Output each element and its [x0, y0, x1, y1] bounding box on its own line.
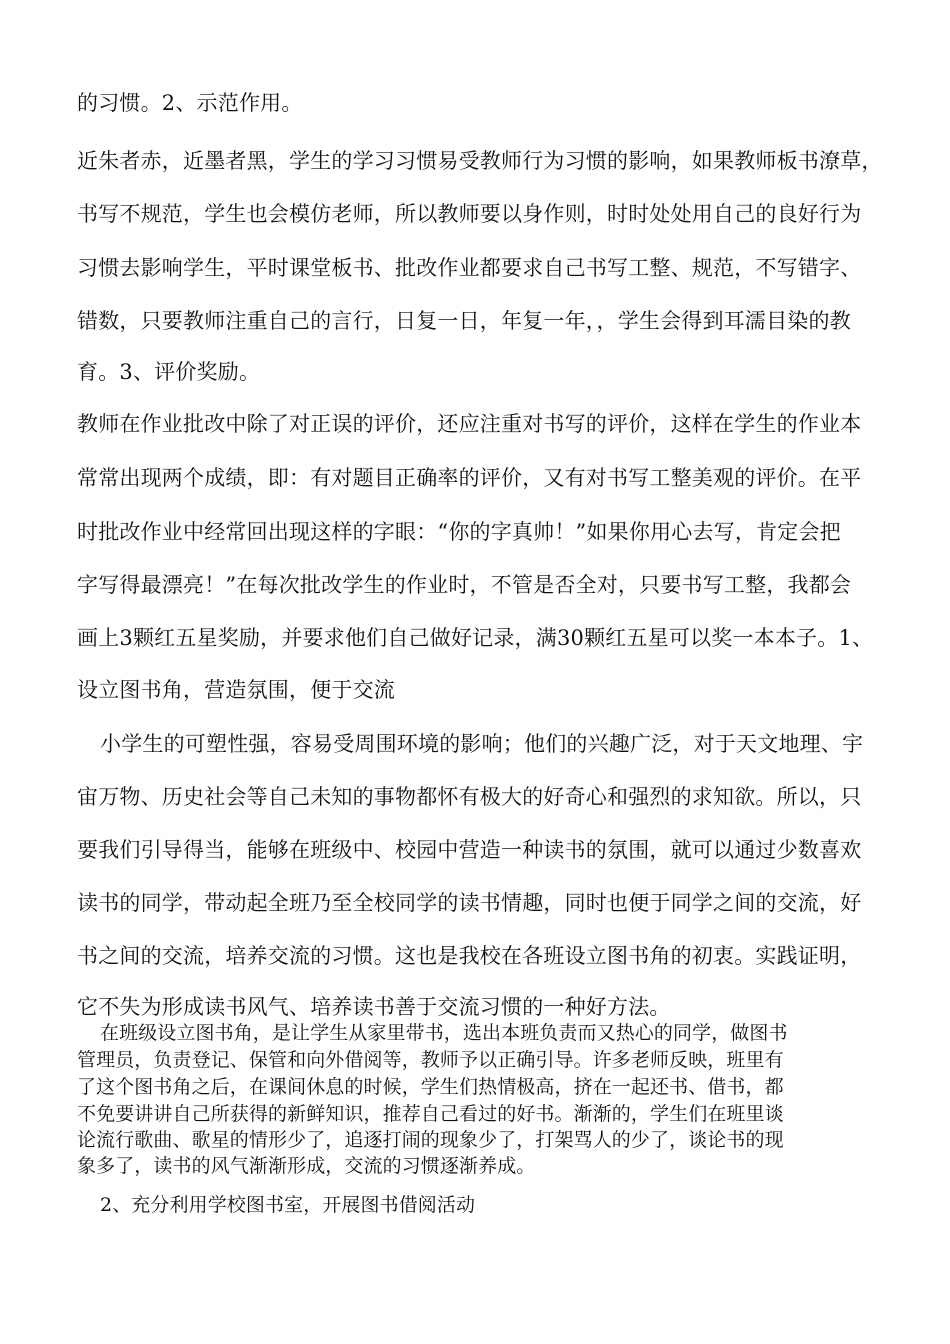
text-line: 了这个图书角之后，在课间休息的时候，学生们热情极高，挤在一起还书、借书，都: [77, 1076, 784, 1098]
text-line: 在班级设立图书角，是让学生从家里带书，选出本班负责而又热心的同学，做图书: [100, 1022, 788, 1044]
text-line: 习惯去影响学生，平时课堂板书、批改作业都要求自己书写工整、规范，不写错字、: [77, 256, 862, 280]
text-line: 的习惯。2、示范作用。: [77, 91, 303, 115]
text-line: 读书的同学，带动起全班乃至全校同学的读书情趣，同时也便于同学之间的交流，好: [77, 891, 862, 915]
section-heading: 2、充分利用学校图书室，开展图书借阅活动: [100, 1194, 476, 1216]
text-line: 教师在作业批改中除了对正误的评价，还应注重对书写的评价，这样在学生的作业本: [77, 412, 862, 436]
text-line: 近朱者赤，近墨者黑，学生的学习习惯易受教师行为习惯的影响，如果教师板书潦草，: [77, 149, 883, 173]
text-line: 论流行歌曲、歌星的情形少了，追逐打闹的现象少了，打架骂人的少了，谈论书的现: [77, 1129, 784, 1151]
text-line: 设立图书角，营造氛围，便于交流: [77, 678, 395, 702]
text-line: 管理员，负责登记、保管和向外借阅等，教师予以正确引导。许多老师反映，班里有: [77, 1049, 784, 1071]
text-line: 要我们引导得当，能够在班级中、校园中营造一种读书的氛围，就可以通过少数喜欢: [77, 838, 862, 862]
text-line: 小学生的可塑性强，容易受周围环境的影响；他们的兴趣广泛，对于天文地理、宇: [100, 732, 864, 756]
text-line: 书之间的交流，培养交流的习惯。这也是我校在各班设立图书角的初衷。实践证明，: [77, 944, 862, 968]
text-line: 时批改作业中经常回出现这样的字眼：“你的字真帅！”如果你用心去写，肯定会把: [77, 520, 841, 544]
text-line: 常常出现两个成绩，即：有对题目正确率的评价，又有对书写工整美观的评价。在平: [77, 466, 862, 490]
text-line: 象多了，读书的风气渐渐形成，交流的习惯逐渐养成。: [77, 1155, 536, 1177]
text-line: 错数，只要教师注重自己的言行，日复一日，年复一年，，学生会得到耳濡目染的教: [77, 309, 851, 333]
text-line: 宙万物、历史社会等自己未知的事物都怀有极大的好奇心和强烈的求知欲。所以，只: [77, 785, 862, 809]
text-line: 画上3颗红五星奖励，并要求他们自己做好记录，满30颗红五星可以奖一本本子。1、: [77, 626, 874, 650]
text-line: 字写得最漂亮！”在每次批改学生的作业时，不管是否全对，只要书写工整，我都会: [77, 573, 852, 597]
text-line: 育。3、评价奖励。: [77, 360, 261, 384]
text-line: 它不失为形成读书风气、培养读书善于交流习惯的一种好方法。: [77, 995, 671, 1019]
text-line: 书写不规范，学生也会模仿老师，所以教师要以身作则，时时处处用自己的良好行为: [77, 202, 862, 226]
text-line: 不免要讲讲自己所获得的新鲜知识，推荐自己看过的好书。渐渐的，学生们在班里谈: [77, 1103, 784, 1125]
